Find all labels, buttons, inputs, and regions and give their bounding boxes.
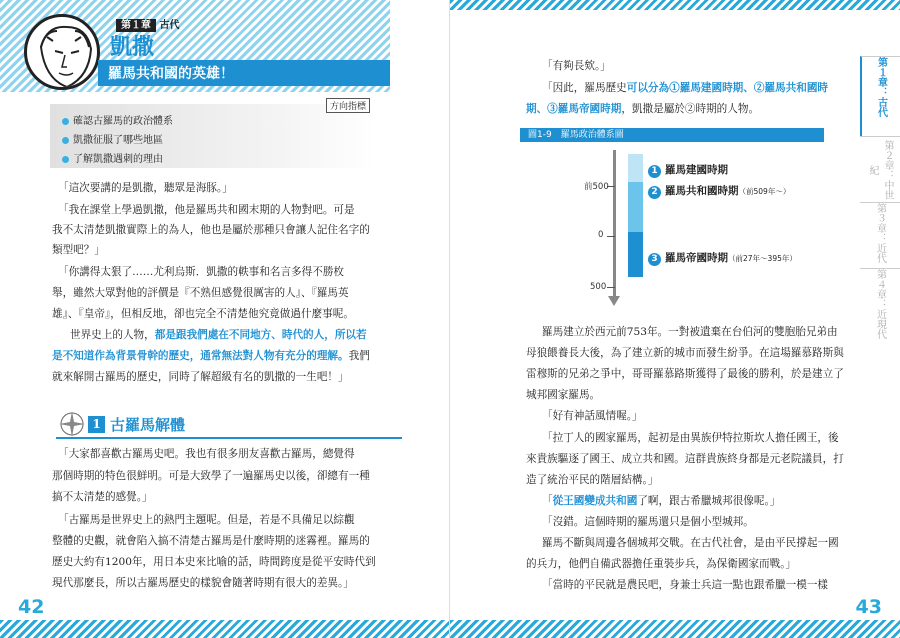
- paragraph-line: 「好有神話風情喔。」: [542, 410, 643, 422]
- paragraph-line: 雄』、『皇帝』，但相反地，卻也完全不清楚他究竟做過什麼事呢。: [52, 308, 354, 320]
- paragraph-line: [542, 78, 828, 99]
- period-number: 3: [648, 253, 661, 266]
- points-label: 方向指標: [326, 98, 370, 113]
- timeline-axis: [613, 150, 616, 300]
- paragraph-line: 那個時期的特色很鮮明。可是大致學了一遍羅馬史以後，卻總有一種: [52, 470, 370, 482]
- text-span: 我們: [348, 350, 370, 362]
- text-span: 「: [542, 495, 553, 507]
- paragraph-line: 舉，雖然大眾對他的評價是『不熟但感覺很厲害的人』、『羅馬英: [52, 287, 349, 299]
- highlight-text: 從王國變成共和國: [552, 495, 638, 507]
- page-number: 42: [18, 596, 45, 618]
- period-bar-1: [628, 154, 643, 182]
- point-item: 了解凱撒遇刺的理由: [62, 150, 163, 165]
- paragraph-line: 現代那麼長，所以古羅馬歷史的樣貌會隨著時期有很大的差異。」: [52, 577, 354, 589]
- tab-label: 第２章：中世紀: [867, 139, 893, 200]
- paragraph-line: 我不太清楚凱撒實際上的為人，他也是屬於那種只會讓人記住名字的: [52, 224, 370, 236]
- period-label-2: [648, 183, 790, 199]
- paragraph-line: 「有夠長欸。」: [542, 60, 611, 72]
- period-note: （前27年～395年）: [728, 254, 797, 263]
- highlight-text: 期、③羅馬帝國時期: [526, 103, 622, 115]
- right-page: [450, 0, 900, 638]
- period-number: 2: [648, 186, 661, 199]
- figure-caption: 圖1-9 羅馬政治體系圖: [520, 128, 824, 142]
- tick-label: 0: [598, 230, 604, 240]
- caesar-portrait-icon: [24, 14, 100, 90]
- paragraph-line: 搞不太清楚的感覺。」: [52, 491, 153, 503]
- period-name: 羅馬建國時期: [665, 164, 728, 176]
- tab-label: 第３章：近代: [874, 203, 886, 263]
- paragraph-line: 「當時的平民就是農民吧，身兼士兵這一點也跟希臘一模一樣: [542, 579, 829, 591]
- paragraph-line: 母狼餵養長大後，為了建立新的城市而發生紛爭。在這場羅慕路斯與: [526, 347, 844, 359]
- paragraph-line: 造了統治平民的階層結構。」: [526, 474, 659, 486]
- paragraph-line: 的兵力，他們自備武器擔任重裝步兵，為保衛國家而戰。」: [526, 558, 797, 570]
- period-name: 羅馬帝國時期: [665, 252, 728, 264]
- paragraph-line: 整體的史觀，就會陷入搞不清楚古羅馬是什麼時期的迷霧裡。羅馬的: [52, 535, 370, 547]
- page-title: 凱撒: [110, 35, 155, 60]
- compass-icon: [58, 410, 86, 438]
- tab-chapter-3[interactable]: [860, 202, 900, 268]
- period-name: 羅馬共和國時期: [665, 185, 739, 197]
- paragraph-line: 羅馬建立於西元前753年。一對被遺棄在台伯河的雙胞胎兄弟由: [542, 326, 838, 338]
- highlight-text: 可以分為①羅馬建國時期、②羅馬共和國時: [626, 82, 829, 94]
- point-item: 確認古羅馬的政治體系: [62, 112, 173, 127]
- point-item: 凱撒征服了哪些地區: [62, 131, 163, 146]
- paragraph-line: [70, 325, 367, 346]
- paragraph-line: 「拉丁人的國家羅馬，起初是由異族伊特拉斯坎人擔任國王，後: [542, 432, 839, 444]
- chapter-tag: [116, 16, 179, 31]
- tab-label: 第４章：近現代: [874, 269, 886, 339]
- page-number: 43: [855, 596, 882, 618]
- page-subtitle: 羅馬共和國的英雄！: [108, 66, 234, 82]
- tab-chapter-4[interactable]: [860, 268, 900, 346]
- tick-mark: [607, 236, 615, 237]
- footer-pattern: [450, 620, 900, 638]
- period-note: （前509年～）: [738, 187, 791, 196]
- paragraph-line: 「大家都喜歡古羅馬史吧。我也有很多朋友喜歡古羅馬，總覺得: [58, 448, 355, 460]
- tab-label: 第１章：古代: [875, 57, 887, 117]
- paragraph-line: 歷史大約有1200年，用日本史來比喻的話，時間跨度是從平安時代到: [52, 556, 376, 568]
- period-bar-3: [628, 232, 643, 277]
- period-bar-2: [628, 182, 643, 232]
- paragraph-line: [542, 491, 780, 512]
- period-label-3: [648, 250, 797, 266]
- highlight-text: 是不知道作為背景骨幹的歷史，通常無法對人物有充分的理解。: [52, 350, 349, 362]
- tick-mark: [607, 287, 615, 288]
- tick-label: 前500: [584, 182, 609, 192]
- tick-label: 500: [590, 282, 607, 292]
- text-span: 「因此，羅馬歷史: [542, 82, 627, 94]
- paragraph-line: 「沒錯。這個時期的羅馬還只是個小型城邦。: [542, 516, 754, 528]
- paragraph-line: [52, 346, 370, 367]
- text-span: 世界史上的人物，: [70, 329, 155, 341]
- tab-chapter-1[interactable]: [860, 56, 900, 136]
- paragraph-line: [526, 99, 759, 120]
- text-span: ，凱撒是屬於②時期的人物。: [621, 103, 760, 115]
- text-span: 了啊，跟古希臘城邦很像呢。」: [637, 495, 781, 507]
- chapter-name: 古代: [159, 20, 180, 31]
- paragraph-line: 城邦國家羅馬。: [526, 389, 601, 401]
- footer-pattern: [0, 620, 449, 638]
- paragraph-line: 「這次要講的是凱撒，聽眾是海豚。」: [58, 182, 233, 194]
- paragraph-line: 「我在課堂上學過凱撒，他是羅馬共和國末期的人物對吧。可是: [58, 204, 355, 216]
- paragraph-line: 「古羅馬是世界史上的熱門主題呢。但是，若是不具備足以綜觀: [58, 514, 355, 526]
- paragraph-line: 羅馬不斷與周邊各個城邦交戰。在古代社會，是由平民撐起一國: [542, 537, 839, 549]
- section-number: 1: [88, 416, 105, 433]
- paragraph-line: 就來解開古羅馬的歷史，同時了解超級有名的凱撒的一生吧！」: [52, 371, 349, 383]
- period-number: 1: [648, 165, 661, 178]
- section-title: 古羅馬解體: [110, 416, 186, 434]
- paragraph-line: 雷穆斯的兄弟之爭中，哥哥羅慕路斯獲得了最後的勝利，於是建立了: [526, 368, 844, 380]
- paragraph-line: 「你講得太狠了……尤利烏斯．凱撒的軼事和名言多得不勝枚: [58, 266, 345, 278]
- period-label-1: [648, 162, 728, 178]
- tab-chapter-2[interactable]: [860, 136, 900, 202]
- header-pattern: [450, 0, 900, 10]
- paragraph-line: 來貴族驅逐了國王、成立共和國。這群貴族終身都是元老院議員，打: [526, 453, 844, 465]
- chapter-number: 第１章: [116, 19, 156, 32]
- highlight-text: 都是跟我們處在不同地方、時代的人，所以若: [154, 329, 367, 341]
- timeline-arrow-icon: [608, 296, 620, 306]
- paragraph-line: 類型吧？」: [52, 244, 105, 256]
- section-underline: [56, 437, 402, 439]
